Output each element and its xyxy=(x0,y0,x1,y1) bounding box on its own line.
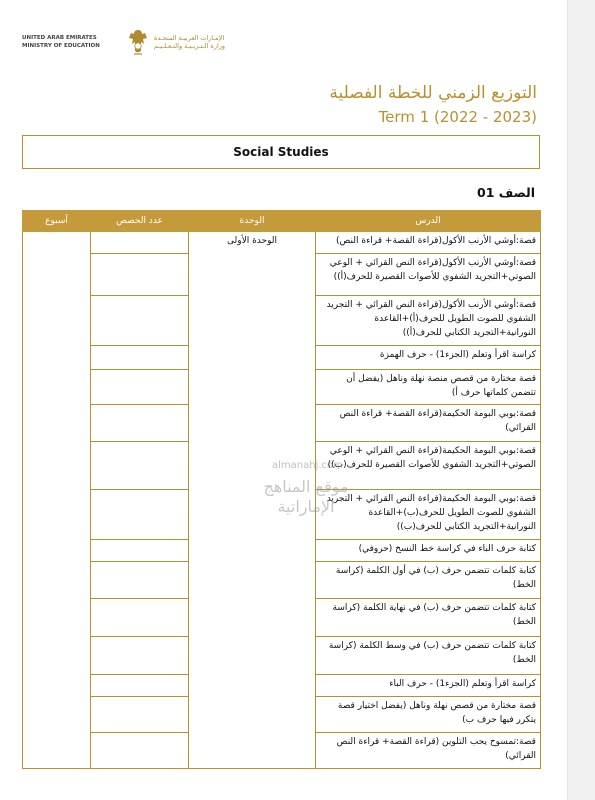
periods-cell xyxy=(91,254,189,296)
plan-table xyxy=(22,210,541,769)
ministry-en-line-1: UNITED ARAB EMIRATES xyxy=(22,35,97,41)
header-lesson: الدرس xyxy=(316,211,541,232)
periods-cell xyxy=(91,442,189,490)
ministry-name-en xyxy=(22,34,102,50)
subject-title xyxy=(22,135,540,169)
week-cell xyxy=(23,232,91,769)
ministry-name-ar xyxy=(154,34,249,50)
lesson-cell: قصة:تمسوح يحب التلوين (قراءة القصة+ قراءة النص القرائي) xyxy=(316,733,541,769)
lesson-cell: قصة:أوشي الأرنب الأكول(قراءة النص القرائي + التجريد الشفوي للصوت الطويل للحرف(أ)+القاعدة النورانية+التجريد الكتابي للحرف(أ)) xyxy=(316,296,541,346)
periods-cell xyxy=(91,370,189,405)
header-week: أسبوع xyxy=(23,211,91,232)
ministry-ar-line-1: الإمـارات العربيـة المتحـدة xyxy=(154,34,225,42)
periods-cell xyxy=(91,296,189,346)
watermark-text: موقع المناهج الإماراتية xyxy=(263,477,349,516)
grade-label: الصف 01 xyxy=(477,185,535,200)
periods-cell xyxy=(91,346,189,370)
periods-cell xyxy=(91,232,189,254)
page-title: التوزيع الزمني للخطة الفصلية xyxy=(329,83,537,103)
unit-cell: الوحدة الأولى xyxy=(189,232,316,769)
lesson-cell: كراسة اقرأ وتعلم (الجزء1) - حرف الباء xyxy=(316,675,541,697)
periods-cell xyxy=(91,637,189,675)
periods-cell xyxy=(91,675,189,697)
table-row xyxy=(23,232,541,254)
lesson-cell: قصة:بوبي البومة الحكيمة(قراءة النص القرائي + التجريد الشفوي للصوت الطويل للحرف(ب)+القاعدة النورانية+التجريد الكتابي للحرف(ب)) xyxy=(316,490,541,540)
periods-cell xyxy=(91,733,189,769)
periods-cell xyxy=(91,599,189,637)
periods-cell xyxy=(91,562,189,599)
lesson-cell: كتابة حرف الباء في كراسة خط النسخ (حروفي) xyxy=(316,540,541,562)
lesson-cell: كتابة كلمات تتضمن حرف (ب) في وسط الكلمة (كراسة الخط) xyxy=(316,637,541,675)
ministry-ar-line-2: وزارة الـتـربـيـة والتـعـلـيـم xyxy=(154,42,226,50)
lesson-cell: كراسة اقرأ وتعلم (الجزء1) - حرف الهمزة xyxy=(316,346,541,370)
term-label: Term 1 (2022 - 2023) xyxy=(378,108,537,126)
periods-cell xyxy=(91,490,189,540)
lesson-cell: قصة:أوشي الأرنب الأكول(قراءة النص القرائي + الوعي الصوتي+التجريد الشفوي للأصوات القصيرة للحرف(أ)) xyxy=(316,254,541,296)
lesson-cell: كتابة كلمات تتضمن حرف (ب) في أول الكلمة (كراسة الخط) xyxy=(316,562,541,599)
viewer-scrollbar[interactable] xyxy=(567,0,595,800)
table-header-row xyxy=(23,211,541,232)
watermark-site: almanahj.com xyxy=(272,460,343,471)
ministry-logo xyxy=(22,30,232,58)
lesson-cell: قصة مختارة من قصص نهلة وناهل (يفضل اختيار قصة يتكرر فيها حرف ب) xyxy=(316,697,541,733)
periods-cell xyxy=(91,405,189,442)
periods-cell xyxy=(91,697,189,733)
lesson-cell: قصة:بوبي البومة الحكيمة(قراءة النص القرائي + الوعي الصوتي+التجريد الشفوي للأصوات القصيرة للحرف(ب)) xyxy=(316,442,541,490)
ministry-en-line-2: MINISTRY OF EDUCATION xyxy=(22,43,100,49)
subject-label: Social Studies xyxy=(233,145,329,159)
lesson-cell: قصة:أوشي الأرنب الأكول(قراءة القصة+ قراءة النص) xyxy=(316,232,541,254)
lesson-cell: قصة:بوبي البومة الحكيمة(قراءة القصة+ قراءة النص القرائي) xyxy=(316,405,541,442)
lesson-cell: كتابة كلمات تتضمن حرف (ب) في نهاية الكلمة (كراسة الخط) xyxy=(316,599,541,637)
header-unit: الوحدة xyxy=(189,211,316,232)
uae-emblem-icon xyxy=(126,28,150,58)
lesson-cell: قصة مختارة من قصص منصة نهلة وناهل (يفضل أن تتضمن كلماتها حرف أ) xyxy=(316,370,541,405)
header-periods: عدد الحصص xyxy=(91,211,189,232)
periods-cell xyxy=(91,540,189,562)
